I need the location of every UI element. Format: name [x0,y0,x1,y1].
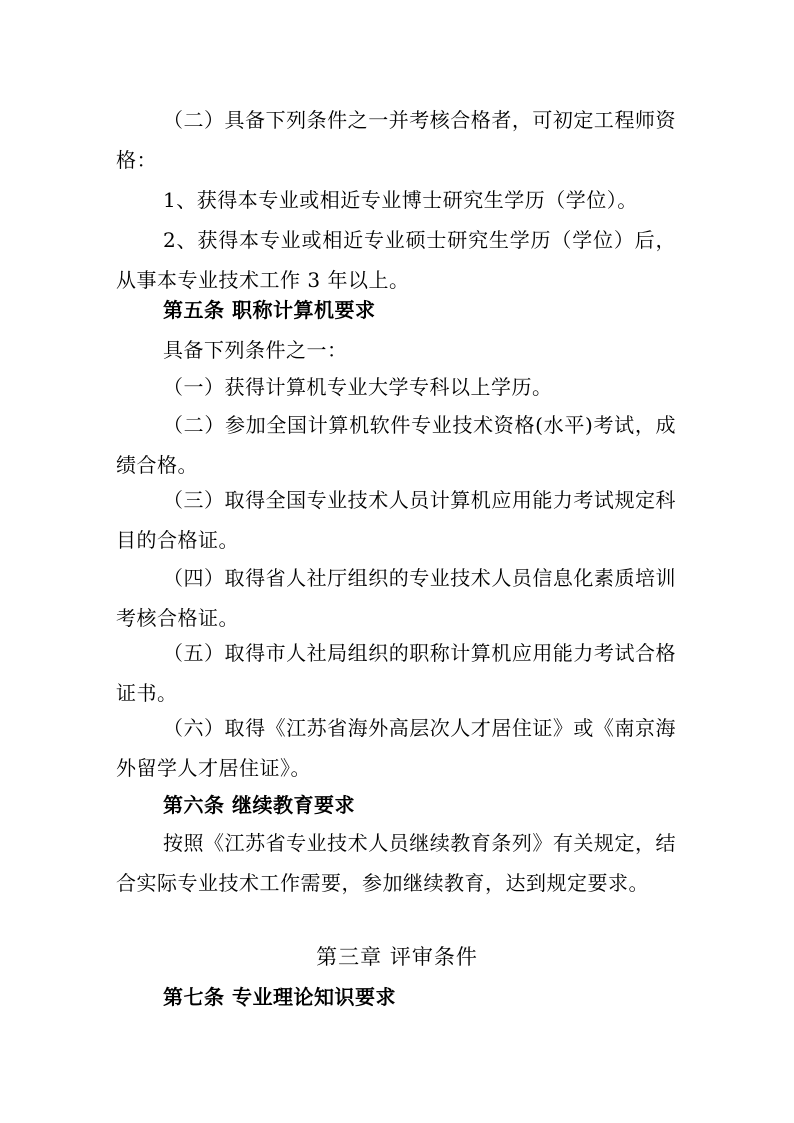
paragraph-continuing-education: 按照《江苏省专业技术人员继续教育条列》有关规定，结合实际专业技术工作需要，参加继续教育，达到规定要求。 [116,831,676,895]
paragraph-computer-item-3: （三）取得全国专业技术人员计算机应用能力考试规定科目的合格证。 [116,488,676,552]
paragraph-item-masters: 2、获得本专业或相近专业硕士研究生学历（学位）后，从事本专业技术工作 3 年以上。 [116,228,676,292]
paragraph-conditions-intro: 具备下列条件之一： [163,338,348,362]
chapter-3-heading: 第三章 评审条件 [316,945,478,969]
article-6-heading: 第六条 继续教育要求 [163,793,355,817]
paragraph-item-doctorate: 1、获得本专业或相近专业博士研究生学历（学位）。 [163,188,638,212]
paragraph-computer-item-5: （五）取得市人社局组织的职称计算机应用能力考试合格证书。 [116,641,676,705]
article-5-heading: 第五条 职称计算机要求 [163,298,376,322]
paragraph-engineer-qualification: （二）具备下列条件之一并考核合格者，可初定工程师资格： [116,108,676,172]
paragraph-computer-item-6: （六）取得《江苏省海外高层次人才居住证》或《南京海外留学人才居住证》。 [116,716,676,780]
paragraph-computer-item-4: （四）取得省人社厅组织的专业技术人员信息化素质培训考核合格证。 [116,566,676,630]
paragraph-computer-item-1: （一）获得计算机专业大学专科以上学历。 [163,375,553,399]
article-7-heading: 第七条 专业理论知识要求 [163,985,396,1009]
paragraph-computer-item-2: （二）参加全国计算机软件专业技术资格(水平)考试，成绩合格。 [116,413,676,477]
